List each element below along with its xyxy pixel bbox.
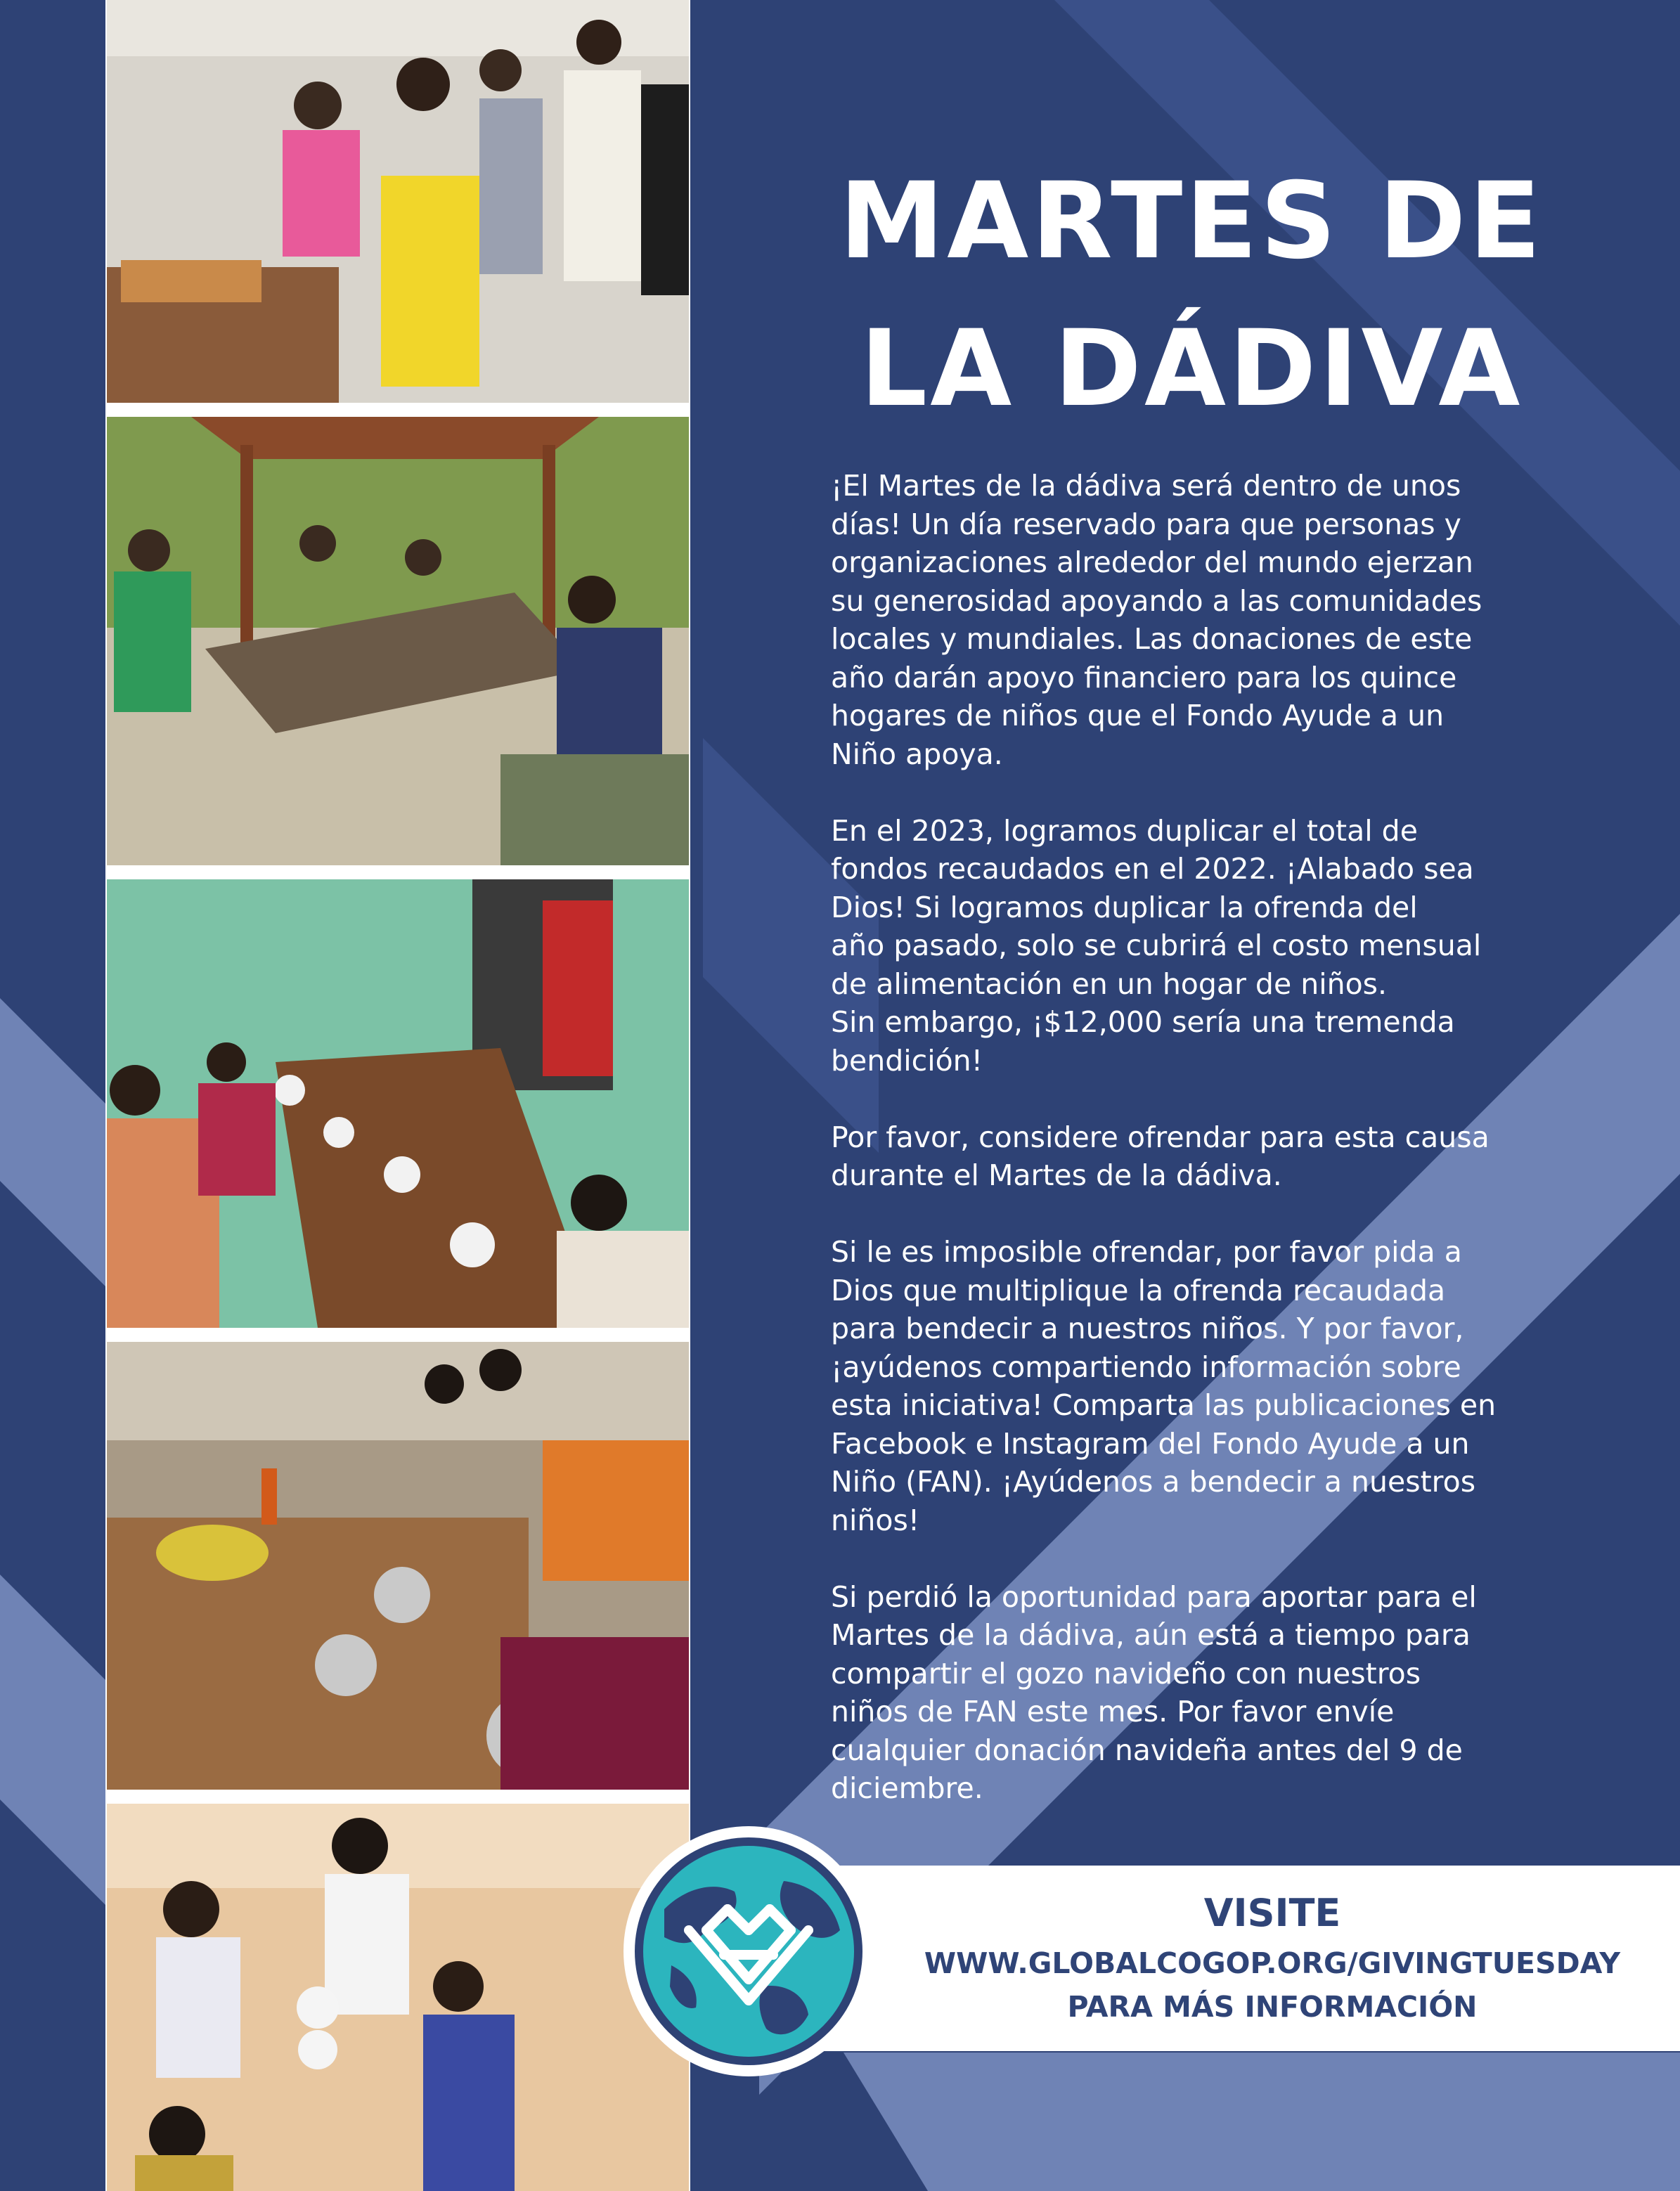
photo-children-at-gazebo-table <box>107 417 689 865</box>
paragraph-intro: ¡El Martes de la dádiva será dentro de unos días! Un día reservado para que personas y organizaciones alrededor del mundo ejerzan su generosidad apoyando a las comunidades locales y mundiales. Las donaciones de este año darán apoyo financiero para los quince hogares de niños que el Fondo Ayude a un Niño apoya. <box>831 469 1482 771</box>
paragraph-2023-results: En el 2023, logramos duplicar el total de fondos recaudados en el 2022. ¡Alabado sea Dios! Si logramos duplicar la ofrenda del año pasado, solo se cubrirá el costo mensual de alimentación en un hogar de niños. Sin embargo, ¡$12,000 sería una tremenda bendición! <box>831 813 1482 1078</box>
cta-more-info: PARA MÁS INFORMACIÓN <box>1067 1990 1478 2024</box>
title-line-2: LA DÁDIVA <box>860 308 1523 430</box>
page-title <box>703 148 1680 443</box>
photo-children-sitting-on-floor <box>107 1342 689 1790</box>
paragraph-appeal: Por favor, considere ofrendar para esta causa durante el Martes de la dádiva. <box>831 1120 1490 1192</box>
body-text <box>831 467 1597 1846</box>
photo-children-lining-up-for-food <box>107 0 689 403</box>
paragraph-christmas-donation: Si perdió la oportunidad para aportar para el Martes de la dádiva, aún está a tiempo para compartir el gozo navideño con nuestros niños de FAN este mes. Por favor envíe cualquier donación navideña antes del 9 de diciembre. <box>831 1579 1477 1805</box>
cta-text <box>865 1891 1680 2029</box>
paragraph-prayer-share: Si le es imposible ofrendar, por favor pida a Dios que multiplique la ofrenda recaudada para bendecir a nuestros niños. Y por favor, ¡ayúdenos compartiendo información sobre esta iniciativa! Comparta las publicaciones en Facebook e Instagram del Fondo Ayude a un Niño (FAN). ¡Ayúdenos a bendecir a nuestros niños! <box>831 1235 1497 1537</box>
cta-visit: VISITE <box>1203 1891 1341 1935</box>
photo-children-eating-indoors <box>107 879 689 1328</box>
title-line-1: MARTES DE <box>839 160 1544 283</box>
photo-children-eating-outdoors <box>107 1804 689 2191</box>
cta-url-link[interactable]: WWW.GLOBALCOGOP.ORG/GIVINGTUESDAY <box>924 1946 1621 1980</box>
photo-column <box>105 0 690 2191</box>
giving-tuesday-logo-icon <box>622 1825 875 2078</box>
